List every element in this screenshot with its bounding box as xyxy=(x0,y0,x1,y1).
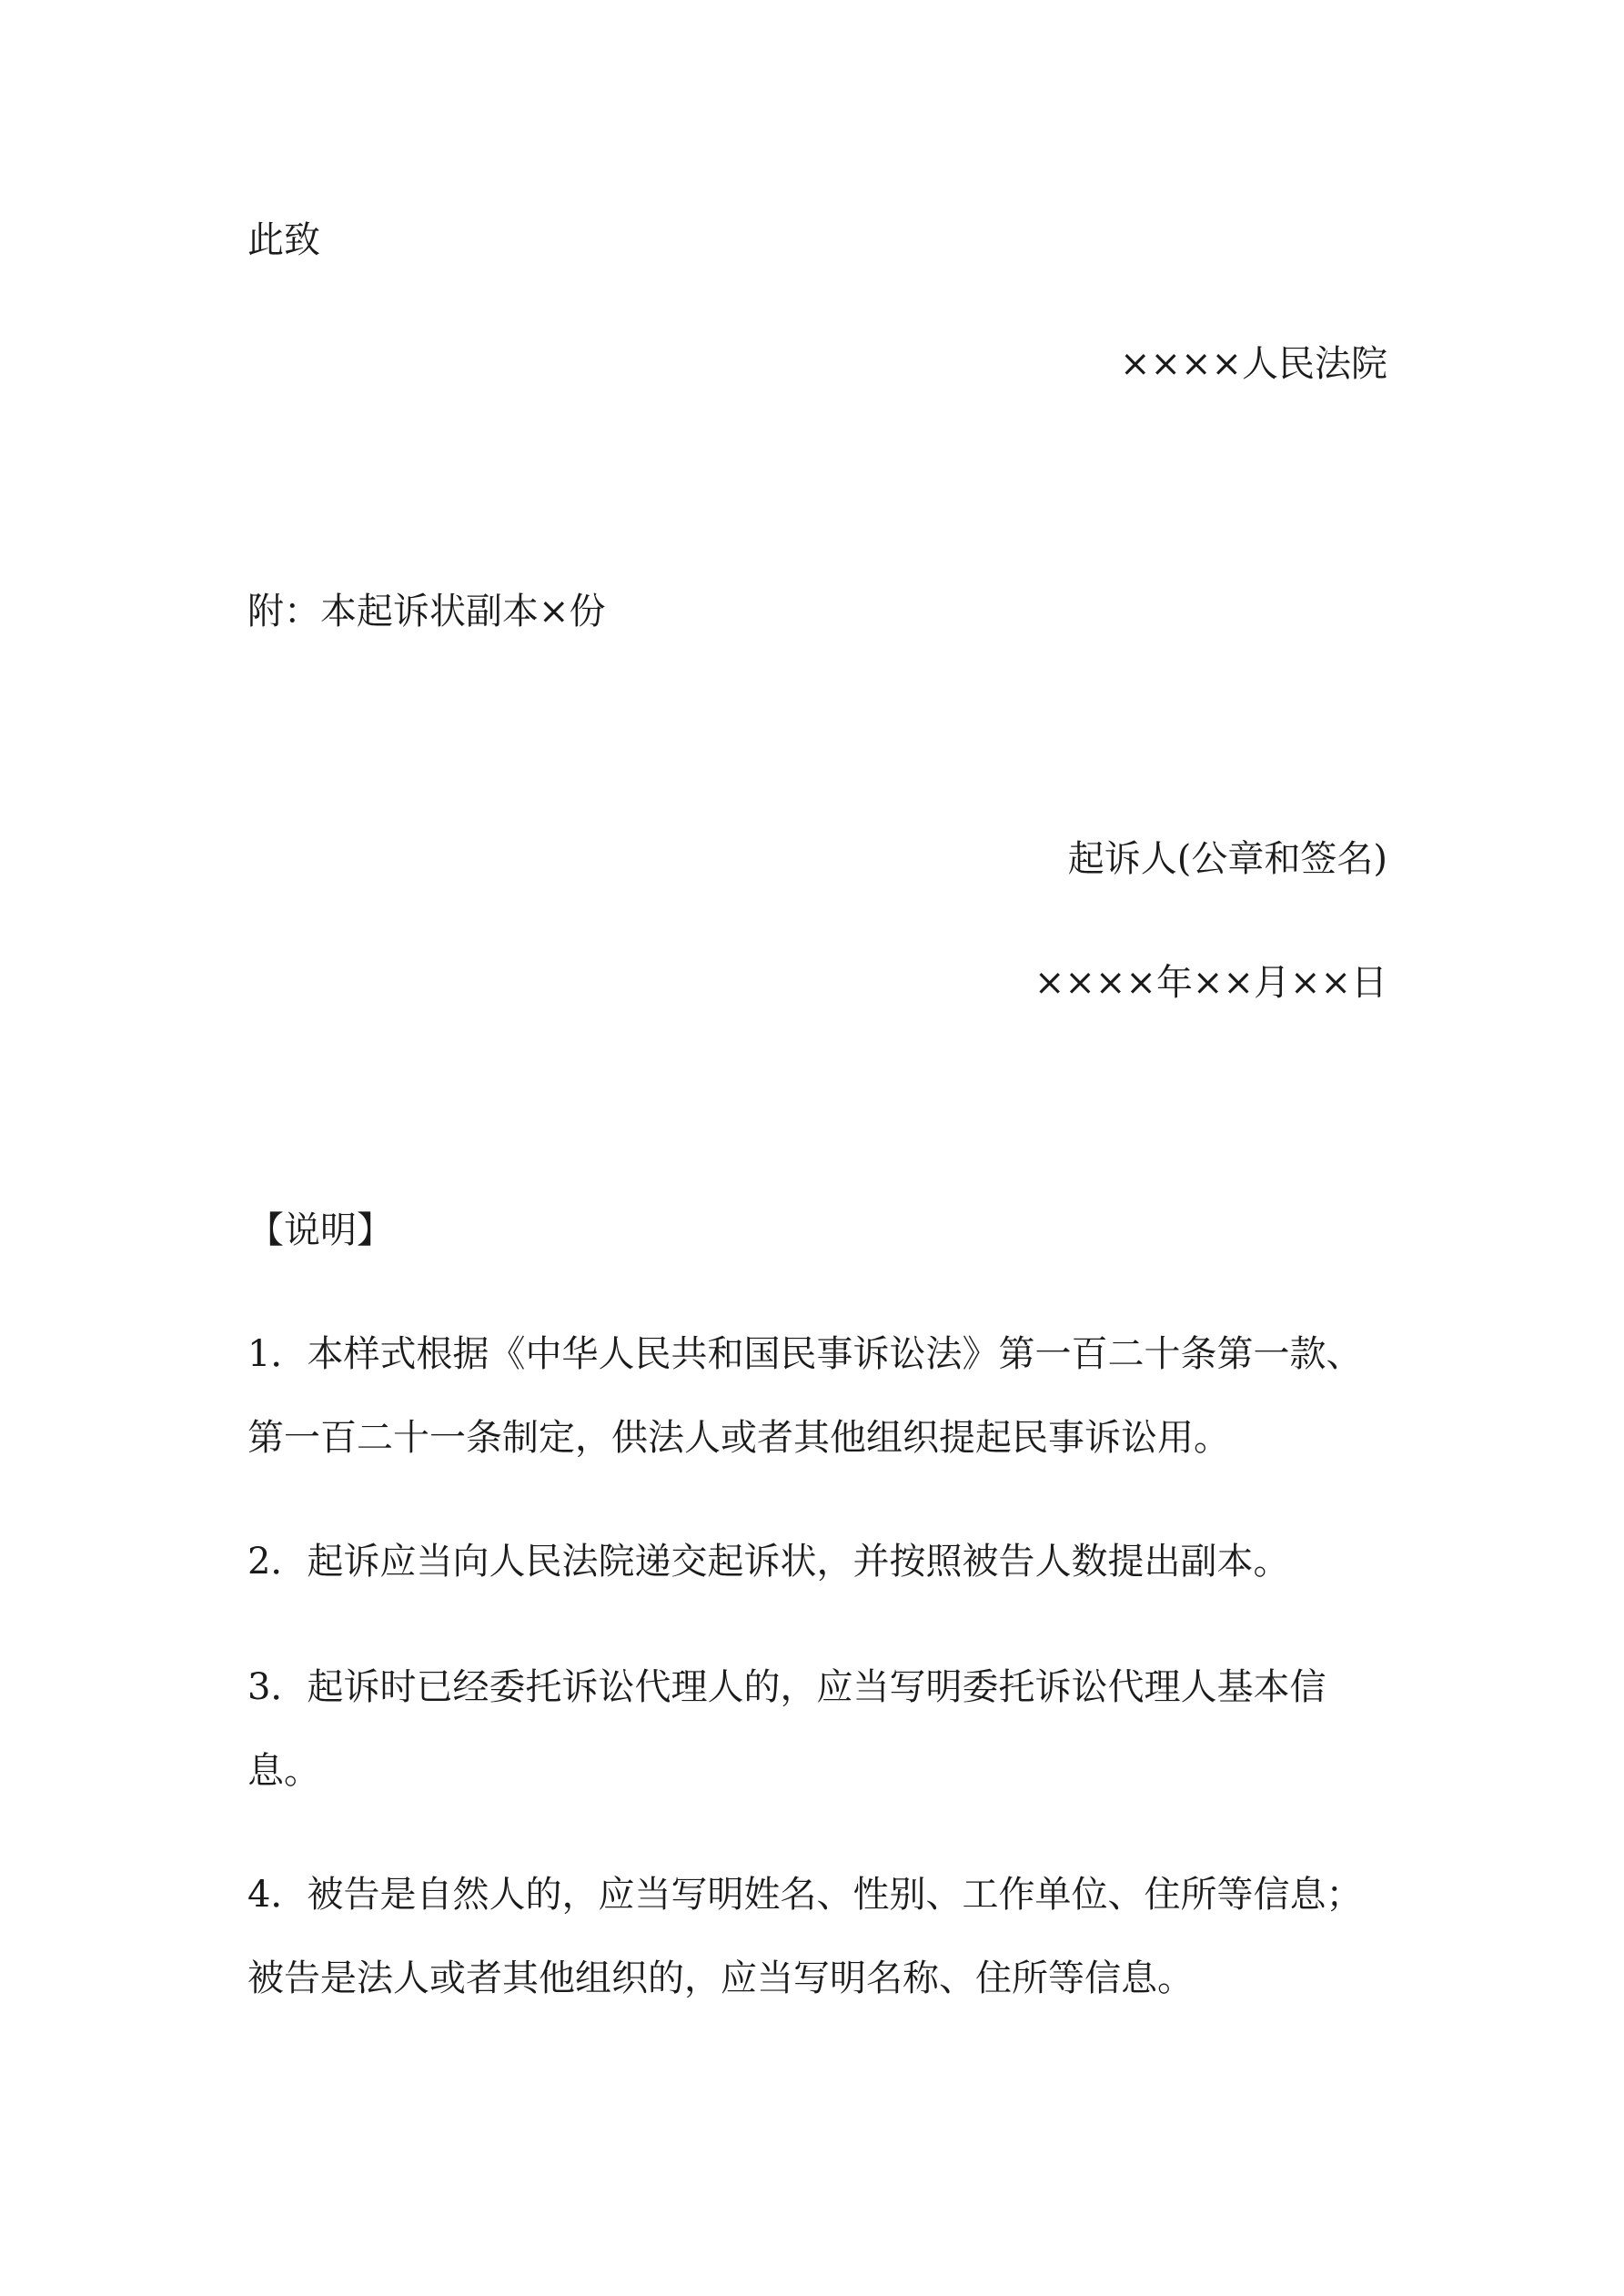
attachment-note: 附：本起诉状副本×份 xyxy=(247,591,606,632)
note-item-1-line-1: 1．本样式根据《中华人民共和国民事诉讼法》第一百二十条第一款、 xyxy=(247,1333,1363,1375)
notes-heading: 【说明】 xyxy=(247,1209,393,1251)
note-item-4-line-2: 被告是法人或者其他组织的，应当写明名称、住所等信息。 xyxy=(247,1957,1194,1999)
date-line: ××××年××月××日 xyxy=(1034,962,1387,1004)
signature-line: 起诉人(公章和签名) xyxy=(1067,838,1387,880)
note-item-4-line-1: 4．被告是自然人的，应当写明姓名、性别、工作单位、住所等信息； xyxy=(247,1874,1363,1916)
note-item-3-line-2: 息。 xyxy=(247,1750,320,1792)
closing-text: 此致 xyxy=(247,219,320,261)
note-item-2: 2．起诉应当向人民法院递交起诉状，并按照被告人数提出副本。 xyxy=(247,1541,1290,1583)
note-item-1-line-2: 第一百二十一条制定，供法人或者其他组织提起民事诉讼用。 xyxy=(247,1417,1230,1459)
note-item-3-line-1: 3．起诉时已经委托诉讼代理人的，应当写明委托诉讼代理人基本信 xyxy=(247,1666,1326,1708)
court-name: ××××人民法院 xyxy=(1119,343,1387,385)
